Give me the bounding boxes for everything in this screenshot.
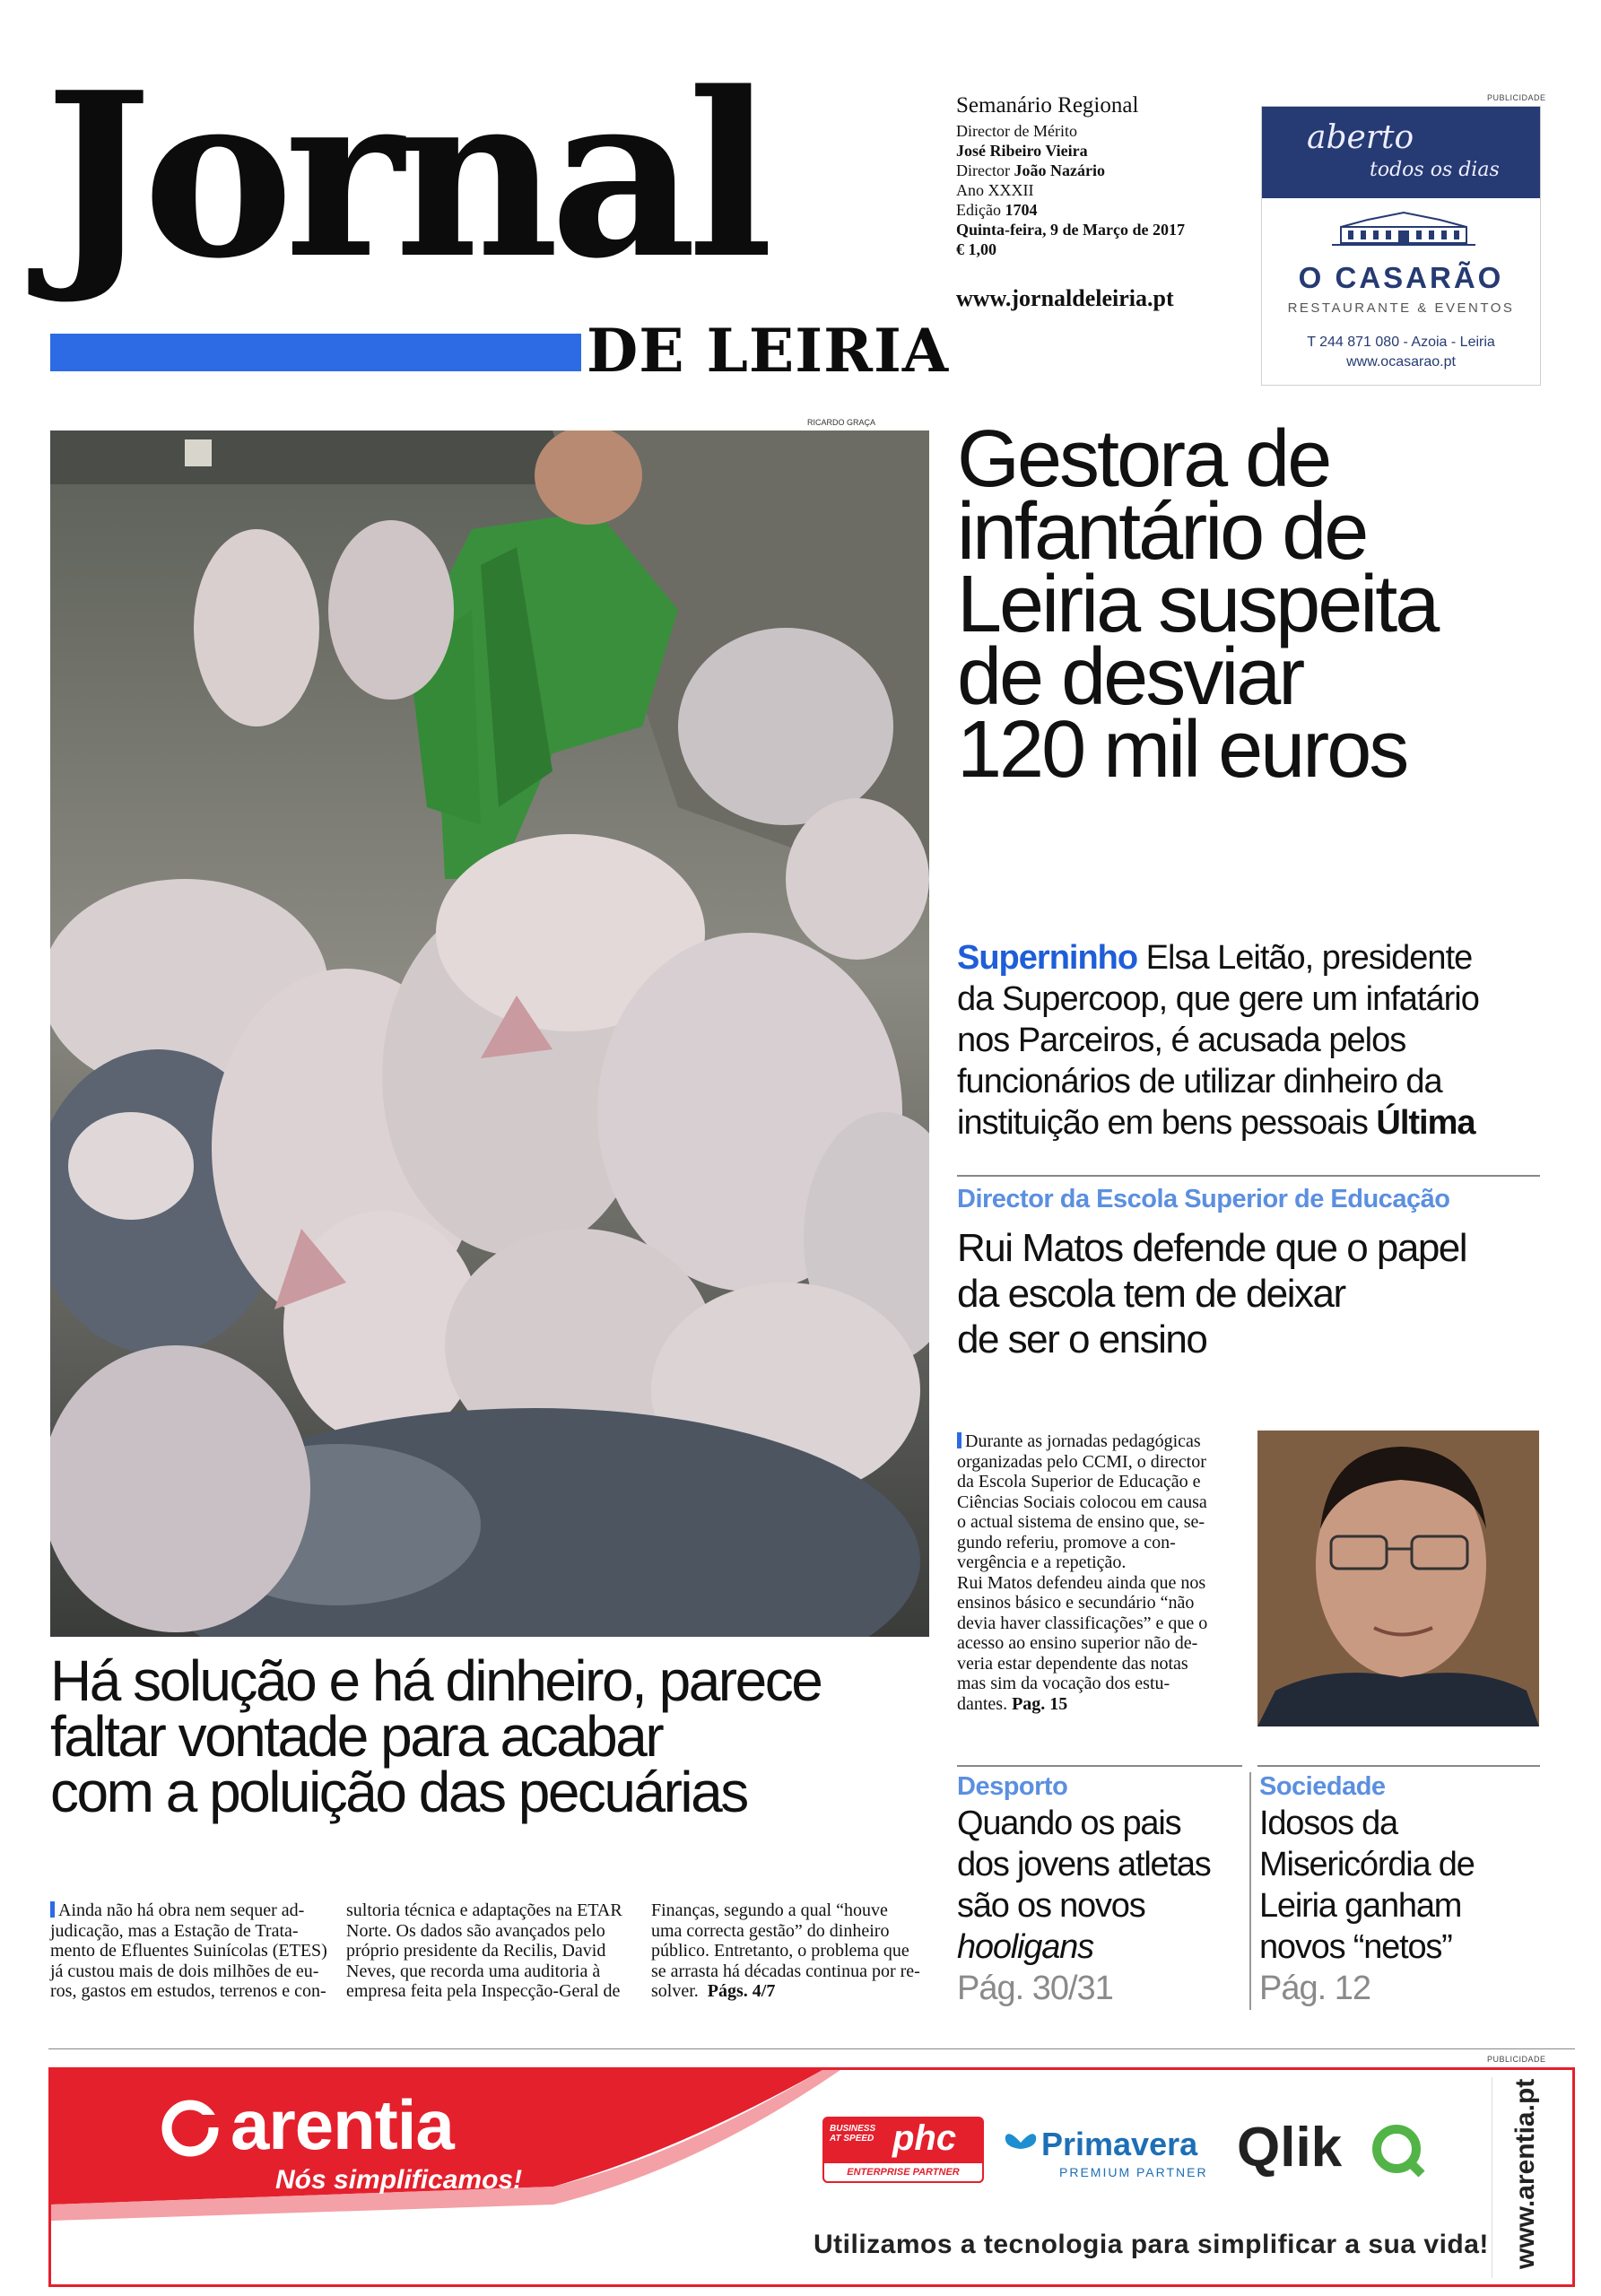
body-line: Durante as jornadas pedagógicas <box>965 1431 1201 1451</box>
casarao-tagline: RESTAURANTE & EVENTOS <box>1287 300 1515 316</box>
text-marker <box>50 1901 55 1918</box>
casarao-building-icon <box>1332 207 1475 248</box>
second-story-headline-line: Rui Matos defende que o papel <box>957 1226 1467 1270</box>
portrait-illustration <box>1257 1431 1539 1726</box>
body-line: gundo referiu, promove a con- <box>957 1532 1176 1552</box>
text-marker <box>957 1432 961 1448</box>
desporto-headline-italic: hooligans <box>957 1928 1093 1966</box>
arentia-slogan: Nós simplificamos! <box>275 2165 523 2195</box>
main-lead-line: da Supercoop, que gere um infatário <box>957 980 1479 1018</box>
arentia-url[interactable]: www.arentia.pt <box>1510 2078 1540 2269</box>
phc-top-text: BUSINESS AT SPEED <box>830 2124 876 2144</box>
main-headline-line: de desviar <box>957 632 1303 722</box>
second-story-headline[interactable] <box>957 1225 1567 1362</box>
second-story-body <box>957 1431 1242 1714</box>
price: € 1,00 <box>956 240 996 258</box>
sociedade-kicker: Sociedade <box>1259 1772 1386 1801</box>
phc-badge <box>822 2117 984 2183</box>
body-line: Rui Matos defendeu ainda que nos <box>957 1572 1206 1593</box>
body-line: Neves, que recorda uma auditoria à <box>346 1961 601 1981</box>
director-name: João Nazário <box>1014 161 1105 179</box>
arentia-tagline: Utilizamos a tecnologia para simplificar a sua vida! <box>814 2230 1489 2259</box>
body-line: devia haver classificações” e que o <box>957 1613 1208 1633</box>
primavera-logo: Primavera <box>1041 2126 1198 2162</box>
body-line: próprio presidente da Recilis, David <box>346 1941 606 1961</box>
sociedade-story[interactable] <box>1259 1770 1555 2009</box>
desporto-story[interactable] <box>957 1770 1244 2009</box>
pig-story-headline-line: com a poluição das pecuárias <box>50 1760 747 1824</box>
desporto-page-ref: Pág. 30/31 <box>957 1970 1113 2007</box>
pig-story-headline[interactable] <box>50 1648 938 1824</box>
primavera-butterfly-icon <box>1004 2129 1038 2156</box>
body-line: veria estar dependente das notas <box>957 1653 1188 1674</box>
director-merito-label: Director de Mérito <box>956 122 1077 140</box>
body-line: solver. <box>651 1981 699 2001</box>
body-line: mento de Efluentes Suinícolas (ETES) <box>50 1941 327 1961</box>
casarao-phone: T 244 871 080 - Azoia - Leiria <box>1307 335 1495 350</box>
sociedade-headline-line: Leiria ganham <box>1259 1887 1462 1925</box>
pig-story-col-2 <box>346 1900 624 2002</box>
photo-credit: RICARDO GRAÇA <box>807 418 876 427</box>
ad-label-bottom: PUBLICIDADE <box>1487 2055 1546 2064</box>
body-line: da Escola Superior de Educação e <box>957 1472 1201 1492</box>
masthead-blue-bar <box>50 334 581 371</box>
phc-partner: ENTERPRISE PARTNER <box>847 2167 960 2178</box>
body-line: o actual sistema de ensino que, se- <box>957 1512 1205 1532</box>
body-line: vergência e a repetição. <box>957 1552 1127 1572</box>
divider <box>1257 1765 1540 1767</box>
edition-number: 1704 <box>1005 201 1038 219</box>
main-lead-kicker: Superninho <box>957 939 1138 977</box>
sociedade-headline-line: Idosos da <box>1259 1805 1397 1842</box>
casarao-ad-banner <box>1262 107 1540 198</box>
sociedade-page-ref: Pág. 12 <box>1259 1970 1370 2007</box>
masthead-logo: Jornal <box>45 43 765 309</box>
director-label: Director <box>956 161 1010 179</box>
masthead-info <box>956 92 1252 259</box>
body-line: ros, gastos em estudos, terrenos e con- <box>50 1981 326 2001</box>
main-lead-line: nos Parceiros, é acusada pelos <box>957 1022 1406 1059</box>
director-merito-name: José Ribeiro Vieira <box>956 142 1088 160</box>
main-lead-line: instituição em bens pessoais <box>957 1104 1368 1142</box>
body-line: se arrasta há décadas continua por re- <box>651 1961 920 1981</box>
main-headline-line: 120 mil euros <box>957 705 1407 795</box>
pig-farm-illustration <box>50 430 929 1637</box>
body-line: mas sim da vocação dos estu- <box>957 1674 1170 1693</box>
divider <box>957 1175 1540 1177</box>
divider <box>957 1765 1242 1767</box>
rui-matos-portrait <box>1257 1431 1539 1726</box>
edition-label: Edição <box>956 201 1001 219</box>
pig-story-headline-line: faltar vontade para acabar <box>50 1704 663 1769</box>
casarao-ad[interactable] <box>1261 106 1541 386</box>
body-line: judicação, mas a Estação de Trata- <box>50 1920 299 1941</box>
desporto-headline-line: são os novos <box>957 1887 1145 1925</box>
body-line: já custou mais de dois milhões de eu- <box>50 1961 319 1981</box>
main-lead-page-ref[interactable]: Última <box>1376 1104 1475 1142</box>
arentia-logo-icon <box>159 2097 222 2160</box>
body-line: ensinos básico e secundário “não <box>957 1593 1195 1613</box>
body-line: empresa feita pela Inspecção-Geral de <box>346 1981 621 2001</box>
second-story-page-ref[interactable]: Pag. 15 <box>1012 1693 1068 1714</box>
body-line: dantes. <box>957 1693 1008 1714</box>
main-headline-line: Leiria suspeita <box>957 560 1438 649</box>
second-story-headline-line: de ser o ensino <box>957 1318 1207 1361</box>
arentia-brand: arentia <box>231 2085 454 2164</box>
second-story-headline-line: da escola tem de deixar <box>957 1272 1345 1316</box>
desporto-headline-line: Quando os pais <box>957 1805 1181 1842</box>
arentia-url-strip <box>1492 2077 1564 2278</box>
column-divider <box>1249 1772 1251 2010</box>
pig-story-col-3 <box>651 1900 929 2002</box>
body-line: acesso ao ensino superior não de- <box>957 1633 1198 1653</box>
body-line: público. Entretanto, o problema que <box>651 1941 909 1961</box>
issue-date: Quinta-feira, 9 de Março de 2017 <box>956 221 1185 239</box>
main-headline-line: Gestora de <box>957 414 1330 504</box>
desporto-headline-line: dos jovens atletas <box>957 1846 1211 1883</box>
arentia-ad[interactable] <box>48 2067 1575 2287</box>
body-line: organizadas pelo CCMI, o director <box>957 1451 1206 1472</box>
masthead-logo-sub: DE LEIRIA <box>587 316 950 386</box>
main-lead <box>957 937 1576 1144</box>
body-line: Norte. Os dados são avançados pelo <box>346 1920 605 1941</box>
qlik-q-icon <box>1371 2124 1427 2179</box>
pig-story-headline-line: Há solução e há dinheiro, parece <box>50 1648 822 1713</box>
sociedade-headline-line: Misericórdia de <box>1259 1846 1475 1883</box>
desporto-kicker: Desporto <box>957 1772 1068 1801</box>
site-url[interactable]: www.jornaldeleiria.pt <box>956 285 1174 311</box>
body-line: uma correcta gestão” do dinheiro <box>651 1920 890 1941</box>
casarao-script-1: aberto <box>1307 119 1414 156</box>
casarao-web[interactable]: www.ocasarao.pt <box>1346 354 1456 370</box>
main-headline-line: infantário de <box>957 487 1367 577</box>
casarao-name: O CASARÃO <box>1298 261 1504 294</box>
pig-story-col-1 <box>50 1900 328 2002</box>
body-line: Finanças, segundo a qual “houve <box>651 1900 888 1920</box>
primavera-partner: PREMIUM PARTNER <box>1059 2165 1208 2179</box>
ad-top-rule <box>48 2048 1575 2049</box>
year-number: Ano XXXII <box>956 181 1034 199</box>
phc-partner-strip <box>822 2161 984 2183</box>
main-lead-line: funcionários de utilizar dinheiro da <box>957 1063 1442 1100</box>
body-line: sultoria técnica e adaptações na ETAR <box>346 1900 622 1920</box>
pig-farm-photo <box>50 430 929 1637</box>
body-line: Ainda não há obra nem sequer ad- <box>58 1900 305 1920</box>
qlik-logo: Qlik <box>1237 2117 1343 2179</box>
casarao-script-2: todos os dias <box>1370 159 1500 181</box>
newspaper-type: Semanário Regional <box>956 93 1139 117</box>
main-lead-line: Elsa Leitão, presidente <box>1145 939 1473 977</box>
sociedade-headline-line: novos “netos” <box>1259 1928 1452 1966</box>
main-headline[interactable] <box>957 414 1576 795</box>
second-story-kicker: Director da Escola Superior de Educação <box>957 1185 1450 1213</box>
body-line: Ciências Sociais colocou em causa <box>957 1492 1207 1512</box>
ad-label-top: PUBLICIDADE <box>1487 93 1546 102</box>
phc-logo: phc <box>892 2118 957 2158</box>
pig-story-page-ref[interactable]: Págs. 4/7 <box>707 1981 776 2001</box>
